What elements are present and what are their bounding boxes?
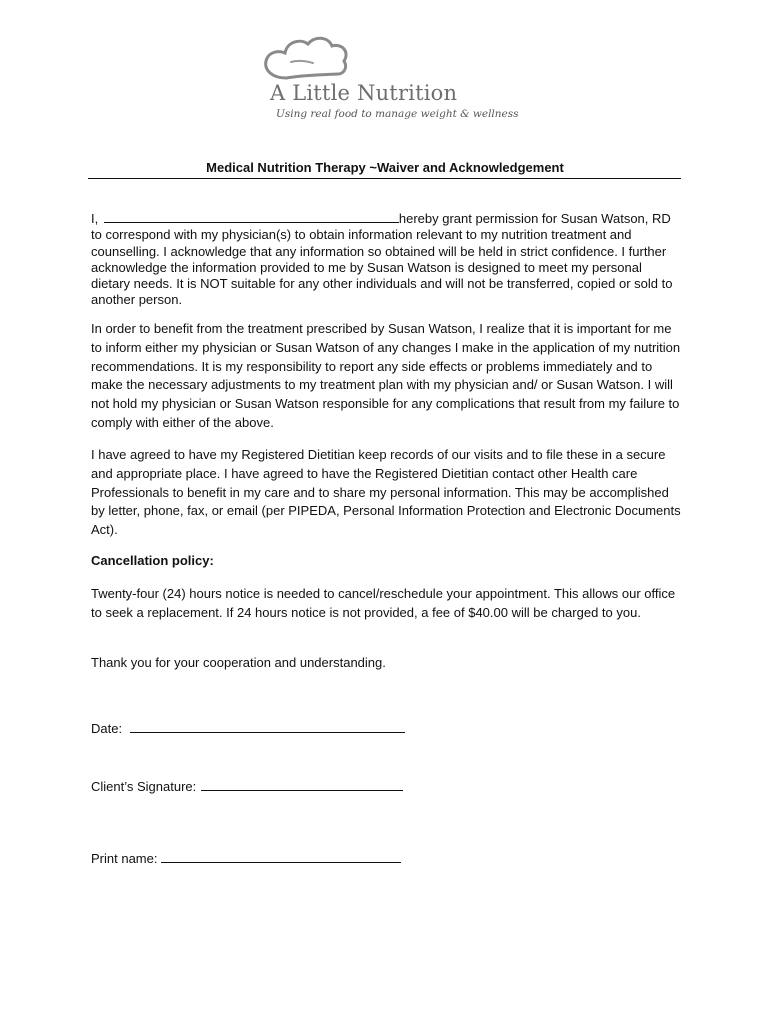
treatment-paragraph: In order to benefit from the treatment prescribed by Susan Watson, I realize that it is important for me to inform either my physician or Susan Watson of any changes I make in the application of my nutrition recommendations. It is my responsibility to report any side effects or problems immediately and to make the necessary adjustments to my treatment plan with my physician and/ or Susan Watson. I will not hold my physician or Susan Watson responsible for any complications that result from my failure to comply with either of the above. <box>91 321 681 430</box>
logo-tagline: Using real food to manage weight & wellness <box>276 108 519 120</box>
permission-paragraph <box>91 210 683 309</box>
print-name-label: Print name: <box>91 851 158 866</box>
logo-name: A Little Nutrition <box>270 81 458 105</box>
print-name-field <box>91 850 401 866</box>
permission-prefix: I, <box>91 211 99 226</box>
title-divider <box>88 178 681 179</box>
signature-label: Client’s Signature: <box>91 779 197 794</box>
date-input[interactable] <box>130 720 405 733</box>
thank-you-text: Thank you for your cooperation and understanding. <box>91 655 386 670</box>
permission-text: hereby grant permission for Susan Watson, RD to correspond with my physician(s) to obtain information relevant to my nutrition treatment and counselling. I acknowledge that any information so obtained will be held in strict confidence. I further acknowledge the information provided to me by Susan Watson is designed to meet my personal dietary needs. It is NOT suitable for any other individuals and will not be transferred, copied or sold to another person. <box>91 211 673 308</box>
document-title: Medical Nutrition Therapy ~Waiver and Acknowledgement <box>206 160 564 175</box>
print-name-input[interactable] <box>161 850 401 863</box>
signature-field <box>91 778 403 794</box>
chef-hat-icon <box>258 34 468 86</box>
date-field <box>91 720 405 736</box>
cancellation-heading: Cancellation policy: <box>91 553 214 568</box>
company-logo <box>258 34 519 126</box>
client-name-blank[interactable] <box>104 210 399 223</box>
date-label: Date: <box>91 721 123 736</box>
signature-input[interactable] <box>201 778 403 791</box>
records-paragraph: I have agreed to have my Registered Dietitian keep records of our visits and to file these in a secure and appropriate place. I have agreed to have the Registered Dietitian contact other Health care Professionals to benefit in my care and to share my personal information. This may be accomplished by letter, phone, fax, or email (per PIPEDA, Personal Information Protection and Electronic Documents Act). <box>91 447 681 538</box>
cancellation-paragraph: Twenty-four (24) hours notice is needed to cancel/reschedule your appointment. This allows our office to seek a replacement. If 24 hours notice is not provided, a fee of $40.00 will be charged to you. <box>91 586 676 620</box>
